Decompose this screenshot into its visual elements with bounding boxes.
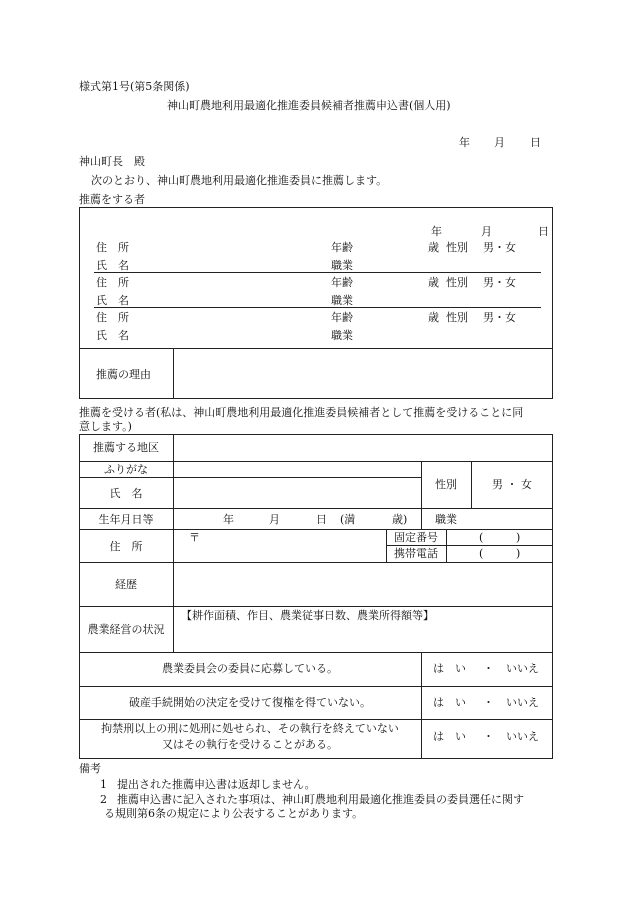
farming-note: 【耕作面積、作目、農業従事日数、農業所得額等】 xyxy=(181,609,434,622)
occupation-label: 職業 xyxy=(331,259,353,272)
name-label: 氏 名 xyxy=(109,487,143,500)
divider xyxy=(79,508,553,509)
yes-option: は い xyxy=(433,696,466,709)
intro-text: 次のとおり、神山町農地利用最適化推進委員に推薦します。 xyxy=(91,174,388,187)
rec-date-year: 年 xyxy=(431,225,442,238)
occupation-label: 職業 xyxy=(331,294,353,307)
paren-close: ) xyxy=(516,547,521,560)
age-label: 年齢 xyxy=(331,276,353,289)
note-1: 提出された推薦申込書は返却しません。 xyxy=(117,778,316,791)
birth-month: 月 xyxy=(269,513,280,526)
divider xyxy=(79,348,553,349)
note-2-number: 2 xyxy=(100,793,107,806)
no-option: いいえ xyxy=(506,662,539,675)
dot-separator: ・ xyxy=(483,662,494,675)
page-title: 神山町農地利用最適化推進委員候補者推薦申込書(個人用) xyxy=(167,99,451,112)
age-unit: 歳 xyxy=(428,276,439,289)
gender-options: 男・女 xyxy=(483,311,516,324)
recommender-heading: 推薦をする者 xyxy=(79,193,145,206)
divider xyxy=(79,686,553,687)
address-label: 住 所 xyxy=(96,241,129,254)
divider xyxy=(79,529,553,530)
age-unit: 歳 xyxy=(428,311,439,324)
note-2: 推薦申込書に記入された事項は、神山町農地利用最適化推進委員の委員選任に関す xyxy=(117,793,524,806)
birth-year: 年 xyxy=(223,513,234,526)
gender-options: 男・女 xyxy=(483,276,516,289)
notes-heading: 備考 xyxy=(79,762,101,775)
divider xyxy=(94,307,541,308)
note-2-cont: る規則第6条の規定により公表することがあります。 xyxy=(104,807,364,820)
note-1-number: 1 xyxy=(100,778,107,791)
date-day: 日 xyxy=(530,136,541,149)
date-year: 年 xyxy=(459,136,470,149)
dot-separator: ・ xyxy=(483,696,494,709)
question-2: 破産手続開始の決定を受けて復権を得ていない。 xyxy=(129,696,371,709)
divider xyxy=(79,461,553,462)
age-label: 年齢 xyxy=(331,311,353,324)
name-label: 氏 名 xyxy=(96,329,129,342)
reason-label: 推薦の理由 xyxy=(96,368,151,381)
birth-day: 日 xyxy=(316,513,327,526)
question-1: 農業委員会の委員に応募している。 xyxy=(162,662,338,675)
gender-label: 性別 xyxy=(446,241,468,254)
name-label: 氏 名 xyxy=(96,259,129,272)
gender-options: 男 ・ 女 xyxy=(492,478,532,491)
name-label: 氏 名 xyxy=(96,294,129,307)
no-option: いいえ xyxy=(506,696,539,709)
address-label: 住 所 xyxy=(96,311,129,324)
divider xyxy=(79,606,553,607)
form-number: 様式第1号(第5条関係) xyxy=(79,80,190,93)
furigana-label: ふりがな xyxy=(104,463,148,476)
date-month: 月 xyxy=(494,136,505,149)
farming-label: 農業経営の状況 xyxy=(87,623,165,636)
paren-close: ) xyxy=(516,531,521,544)
candidate-heading: 推薦を受ける者(私は、神山町農地利用最適化推進委員候補者として推薦を受けることに同 xyxy=(79,406,524,419)
rec-date-month: 月 xyxy=(481,225,492,238)
divider xyxy=(173,348,174,399)
rec-date-day: 日 xyxy=(538,225,549,238)
divider xyxy=(386,545,553,546)
divider xyxy=(79,719,553,720)
divider xyxy=(446,529,447,562)
divider xyxy=(173,434,174,652)
question-3-cont: 又はその執行を受けることがある。 xyxy=(162,738,338,751)
dot-separator: ・ xyxy=(483,730,494,743)
question-3: 拘禁刑以上の刑に処刑に処せられ、その執行を終えていない xyxy=(101,722,399,735)
paren-open: ( xyxy=(479,531,484,544)
age-open: (満 xyxy=(340,513,356,526)
mobile-label: 携帯電話 xyxy=(394,547,438,560)
no-option: いいえ xyxy=(506,730,539,743)
address-label: 住 所 xyxy=(96,276,129,289)
age-close: 歳) xyxy=(392,513,408,526)
landline-label: 固定番号 xyxy=(394,531,438,544)
age-unit: 歳 xyxy=(428,241,439,254)
occupation-label: 職業 xyxy=(331,329,353,342)
divider xyxy=(79,652,553,653)
yes-option: は い xyxy=(433,730,466,743)
paren-open: ( xyxy=(479,547,484,560)
career-label: 経歴 xyxy=(115,578,137,591)
yes-option: は い xyxy=(433,662,466,675)
addressee: 神山町長 殿 xyxy=(79,155,145,168)
gender-label: 性別 xyxy=(446,276,468,289)
birth-label: 生年月日等 xyxy=(98,513,154,526)
divider xyxy=(79,477,421,478)
gender-label: 性別 xyxy=(446,311,468,324)
divider xyxy=(79,562,553,563)
age-label: 年齢 xyxy=(331,241,353,254)
gender-label: 性別 xyxy=(435,478,457,491)
postal-mark: 〒 xyxy=(189,531,200,544)
gender-options: 男・女 xyxy=(483,241,516,254)
divider xyxy=(421,652,422,759)
area-label: 推薦する地区 xyxy=(93,441,159,454)
divider xyxy=(94,272,541,273)
address-label: 住 所 xyxy=(109,540,143,553)
candidate-heading-cont: 意します。) xyxy=(79,420,132,433)
occupation-label: 職業 xyxy=(435,513,457,526)
